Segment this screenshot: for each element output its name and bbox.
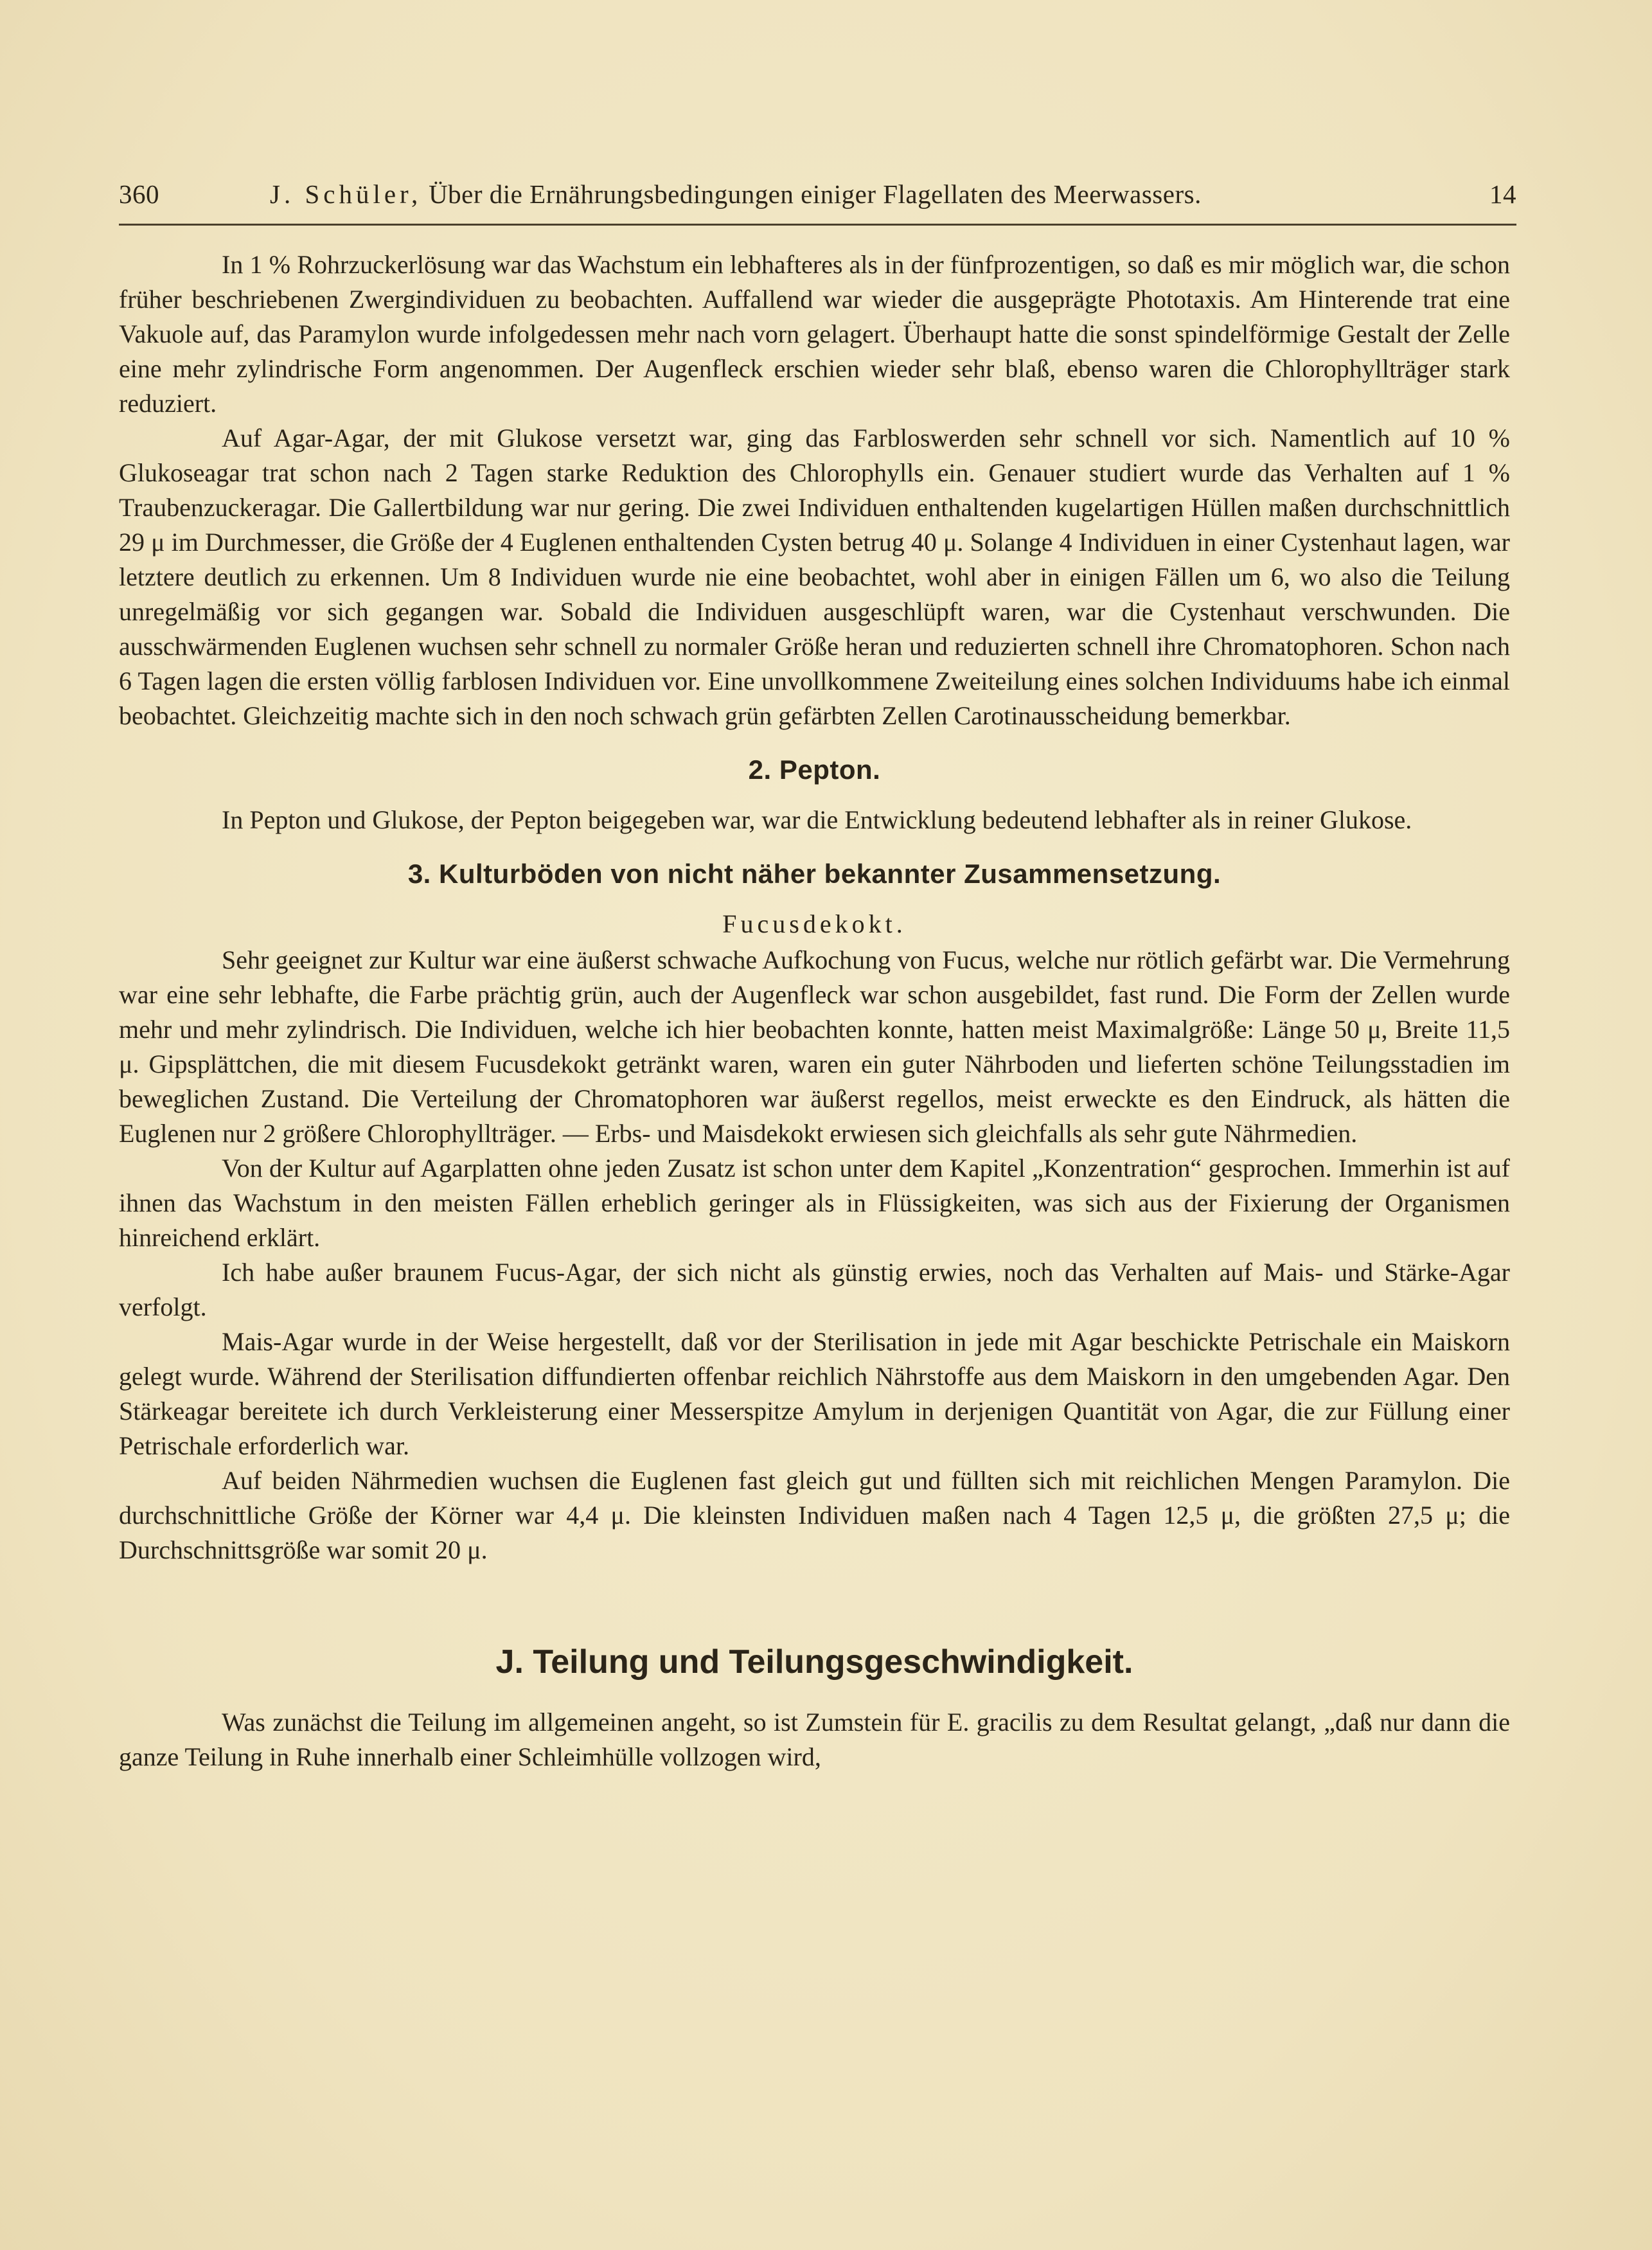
paragraph: Was zunächst die Teilung im allgemeinen angeht, so ist Zumstein für E. gracilis zu dem Resultat gelangt, „daß nur dann die ganze Teilung in Ruhe innerhalb einer Schleimhülle vollzogen wird, [119,1708,1510,1771]
running-title [270,179,1202,210]
paragraph: Mais-Agar wurde in der Weise hergestellt, daß vor der Sterilisation in jede mit Agar beschickte Petrischale ein Maiskorn gelegt wurde. Während der Sterilisation diffundierten offenbar reichlich Nährstoffe aus dem Maiskorn in den umgebenden Agar. Den Stärkeagar bereitete ich durch Verkleisterung einer Messerspitze Amylum in derjenigen Quantität von Agar, die zur Füllung einer Petrischale erforderlich war. [119,1327,1510,1460]
article-title: Über die Ernährungsbedingungen einiger Flagellaten des Meerwassers. [429,179,1202,209]
section-heading-kulturboeden: 3. Kulturböden von nicht näher bekannter Zusammensetzung. [407,859,1221,889]
author-name: J. Schüler, [270,179,422,209]
paragraph: In 1 % Rohrzuckerlösung war das Wachstum ein lebhafteres als in der fünfprozentigen, so daß es mir möglich war, die schon früher beschriebenen Zwergindividuen zu beobachten. Auffallend war wieder die ausgeprägte Phototaxis. Am Hinterende trat eine Vakuole auf, das Paramylon wurde infolgedessen mehr nach vorn gelagert. Überhaupt hatte die sonst spindelförmige Gestalt der Zelle eine mehr zylindrische Form angenommen. Der Augenfleck erschien wieder sehr blaß, ebenso waren die Chlorophyllträger stark reduziert. [119,250,1510,418]
paragraph: Ich habe außer braunem Fucus-Agar, der sich nicht als günstig erwies, noch das Verhalten auf Mais- und Stärke-Agar verfolgt. [119,1258,1510,1321]
body-text [119,247,1510,1774]
subheading-fucusdekokt: Fucusdekokt. [722,909,907,938]
paragraph: In Pepton und Glukose, der Pepton beigegeben war, war die Entwicklung bedeutend lebhafter als in reiner Glukose. [222,805,1412,834]
paragraph: Auf beiden Nährmedien wuchsen die Euglenen fast gleich gut und füllten sich mit reichlichen Mengen Paramylon. Die durchschnittliche Größe der Körner war 4,4 μ. Die kleinsten Individuen maßen nach 4 Tagen 12,5 μ, die größten 27,5 μ; die Durchschnittsgröße war somit 20 μ. [119,1466,1510,1564]
paragraph: Von der Kultur auf Agarplatten ohne jeden Zusatz ist schon unter dem Kapitel „Konzentration“ gesprochen. Immerhin ist auf ihnen das Wachstum in den meisten Fällen erheblich geringer als in Flüssigkeiten, was sich aus der Fixierung der Organismen hinreichend erklärt. [119,1154,1510,1252]
paragraph: Auf Agar-Agar, der mit Glukose versetzt war, ging das Farbloswerden sehr schnell vor sich. Namentlich auf 10 % Glukoseagar trat schon nach 2 Tagen starke Reduktion des Chlorophylls ein. Genauer studiert wurde das Verhalten auf 1 % Traubenzuckeragar. Die Gallertbildung war nur gering. Die zwei Individuen enthaltenden kugelartigen Hüllen maßen durchschnittlich 29 μ im Durchmesser, die Größe der 4 Euglenen enthaltenden Cysten betrug 40 μ. Solange 4 Individuen in einer Cystenhaut lagen, war letztere deutlich zu erkennen. Um 8 Individuen wurde nie eine beobachtet, wohl aber in einigen Fällen um 6, wo also die Teilung unregelmäßig vor sich gegangen war. Sobald die Individuen ausgeschlüpft waren, war die Cystenhaut verschwunden. Die ausschwärmenden Euglenen wuchsen sehr schnell zu normaler Größe heran und reduzierten schnell ihre Chromatophoren. Schon nach 6 Tagen lagen die ersten völlig farblosen Individuen vor. Eine unvollkommene Zweiteilung eines solchen Individuums habe ich einmal beobachtet. Gleichzeitig machte sich in den noch schwach grün gefärbten Zellen Carotinausscheidung bemerkbar. [119,424,1510,730]
page-number: 360 [119,179,159,209]
running-header [119,172,1516,226]
chapter-heading-teilung: J. Teilung und Teilungsgeschwindigkeit. [495,1643,1133,1681]
section-number: 14 [1489,179,1516,209]
section-heading-pepton: 2. Pepton. [748,754,881,785]
paragraph: Sehr geeignet zur Kultur war eine äußerst schwache Aufkochung von Fucus, welche nur rötlich gefärbt war. Die Vermehrung war eine sehr lebhafte, die Farbe prächtig grün, auch der Augenfleck war schon ausgebildet, fast rund. Die Form der Zellen wurde mehr und mehr zylindrisch. Die Individuen, welche ich hier beobachten konnte, hatten meist Maximalgröße: Länge 50 μ, Breite 11,5 μ. Gipsplättchen, die mit diesem Fucusdekokt getränkt waren, waren ein guter Nährboden und lieferten schöne Teilungsstadien im beweglichen Zustand. Die Verteilung der Chromatophoren war äußerst regellos, meist erweckte es den Eindruck, als hätten die Euglenen nur 2 größere Chlorophyllträger. — Erbs- und Maisdekokt erwiesen sich gleichfalls als sehr gute Nährmedien. [119,945,1510,1148]
